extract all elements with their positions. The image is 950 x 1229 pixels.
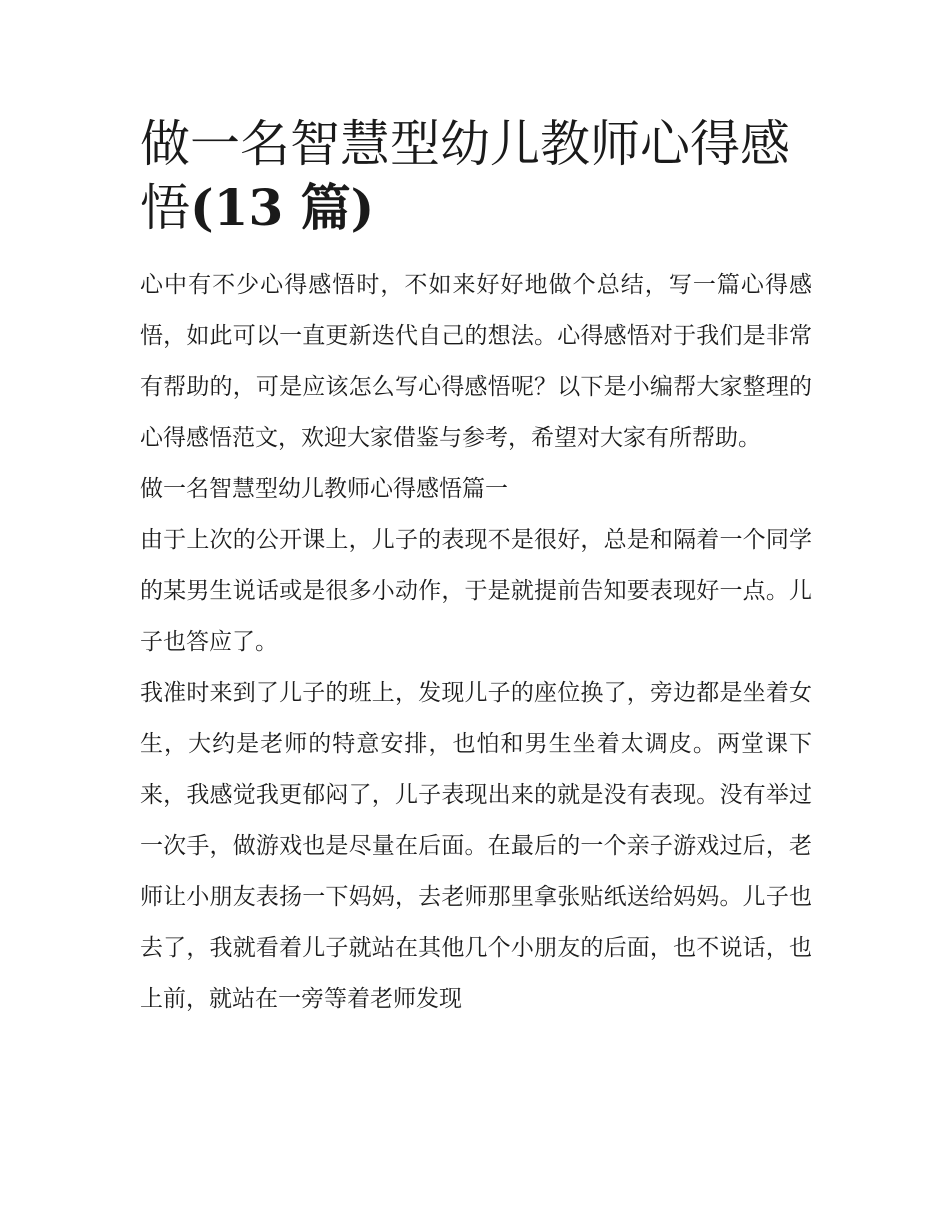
intro-paragraph: 心中有不少心得感悟时，不如来好好地做个总结，写一篇心得感悟，如此可以一直更新迭代自己的想法。心得感悟对于我们是非常有帮助的，可是应该怎么写心得感悟呢？以下是小编帮大家整理的心得感悟范文，欢迎大家借鉴与参考，希望对大家有所帮助。 bbox=[140, 272, 812, 451]
title-suffix: (13 篇) bbox=[190, 178, 375, 237]
section-heading: 做一名智慧型幼儿教师心得感悟篇一 bbox=[140, 476, 508, 502]
body-paragraph-1: 由于上次的公开课上，儿子的表现不是很好，总是和隔着一个同学的某男生说话或是很多小动作，于是就提前告知要表现好一点。儿子也答应了。 bbox=[140, 527, 812, 655]
title-main: 做一名智慧型幼儿教师心得感悟 bbox=[140, 115, 790, 237]
document-body bbox=[140, 260, 812, 1025]
document-content bbox=[140, 112, 812, 1025]
body-paragraph-2: 我准时来到了儿子的班上，发现儿子的座位换了，旁边都是坐着女生，大约是老师的特意安排，也怕和男生坐着太调皮。两堂课下来，我感觉我更郁闷了，儿子表现出来的就是没有表现。没有举过一次手，做游戏也是尽量在后面。在最后的一个亲子游戏过后，老师让小朋友表扬一下妈妈，去老师那里拿张贴纸送给妈妈。儿子也去了，我就看着儿子就站在其他几个小朋友的后面，也不说话，也上前，就站在一旁等着老师发现 bbox=[140, 680, 812, 1012]
document-title bbox=[140, 112, 812, 240]
